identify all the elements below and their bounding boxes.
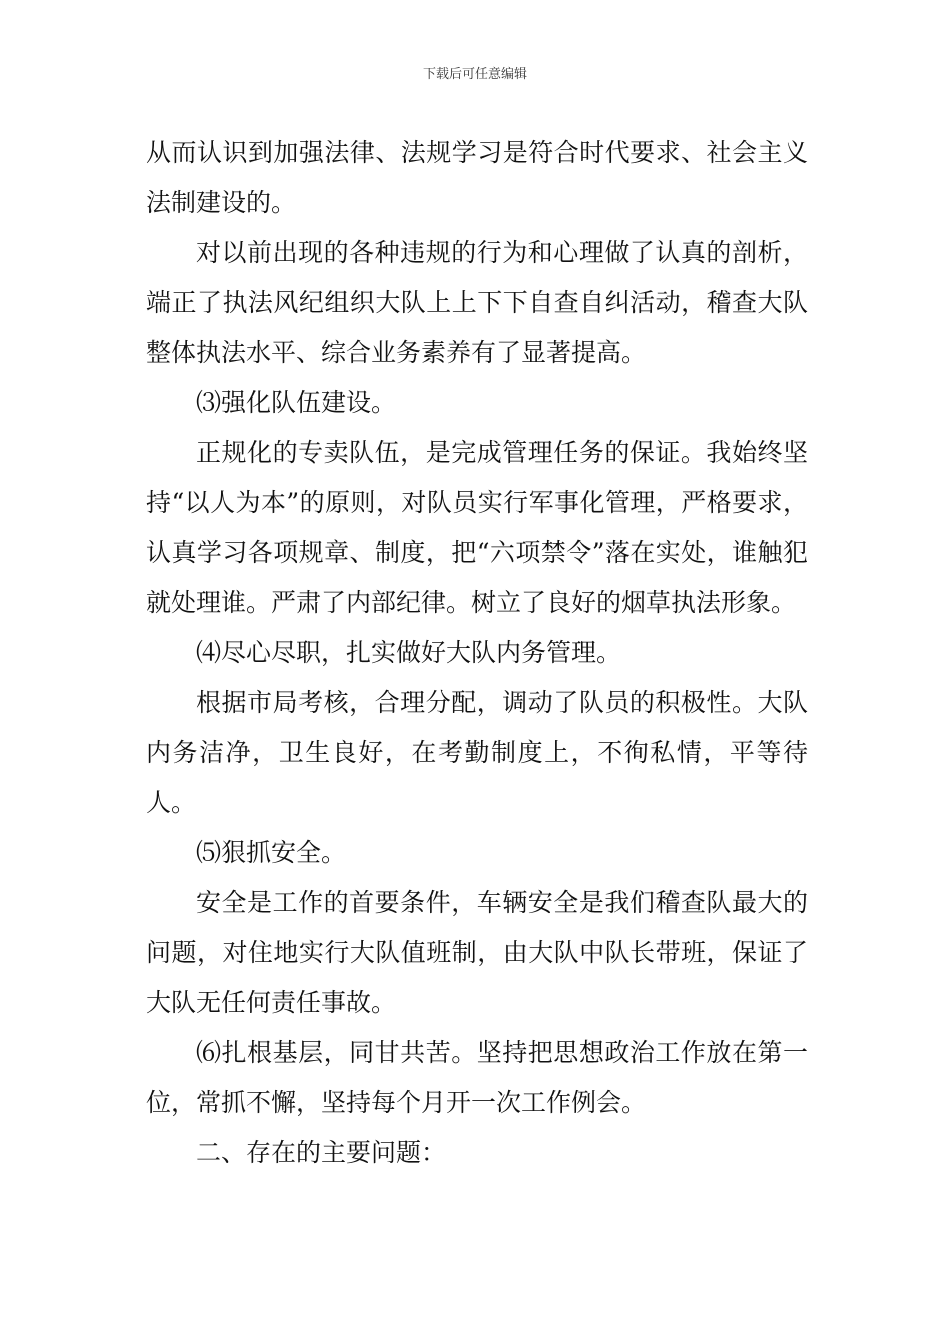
paragraph: 对以前出现的各种违规的行为和心理做了认真的剖析，端正了执法风纪组织大队上上下下自查自纠活动，稽查大队整体执法水平、综合业务素养有了显著提高。 — [146, 238, 808, 367]
section-heading: 二、存在的主要问题： — [196, 1138, 447, 1167]
section-heading: ⑷尽心尽职，扎实做好大队内务管理。 — [196, 638, 622, 667]
paragraph: ⑹扎根基层，同甘共苦。坚持把思想政治工作放在第一位，常抓不懈，坚持每个月开一次工作例会。 — [146, 1038, 808, 1117]
section-heading: ⑸狠抓安全。 — [196, 838, 347, 867]
document-body — [146, 128, 808, 1178]
paragraph: 安全是工作的首要条件，车辆安全是我们稽查队最大的问题，对住地实行大队值班制，由大队中队长带班，保证了大队无任何责任事故。 — [146, 888, 808, 1017]
paragraph: 正规化的专卖队伍，是完成管理任务的保证。我始终坚持“以人为本”的原则，对队员实行军事化管理，严格要求，认真学习各项规章、制度，把“六项禁令”落在实处，谁触犯就处理谁。严肃了内部纪律。树立了良好的烟草执法形象。 — [146, 438, 808, 617]
page-header: 下载后可任意编辑 — [422, 67, 527, 82]
paragraph: 根据市局考核，合理分配，调动了队员的积极性。大队内务洁净，卫生良好，在考勤制度上，不徇私情，平等待人。 — [146, 688, 808, 817]
section-heading: ⑶强化队伍建设。 — [196, 388, 397, 417]
paragraph: 从而认识到加强法律、法规学习是符合时代要求、社会主义法制建设的。 — [146, 138, 808, 217]
